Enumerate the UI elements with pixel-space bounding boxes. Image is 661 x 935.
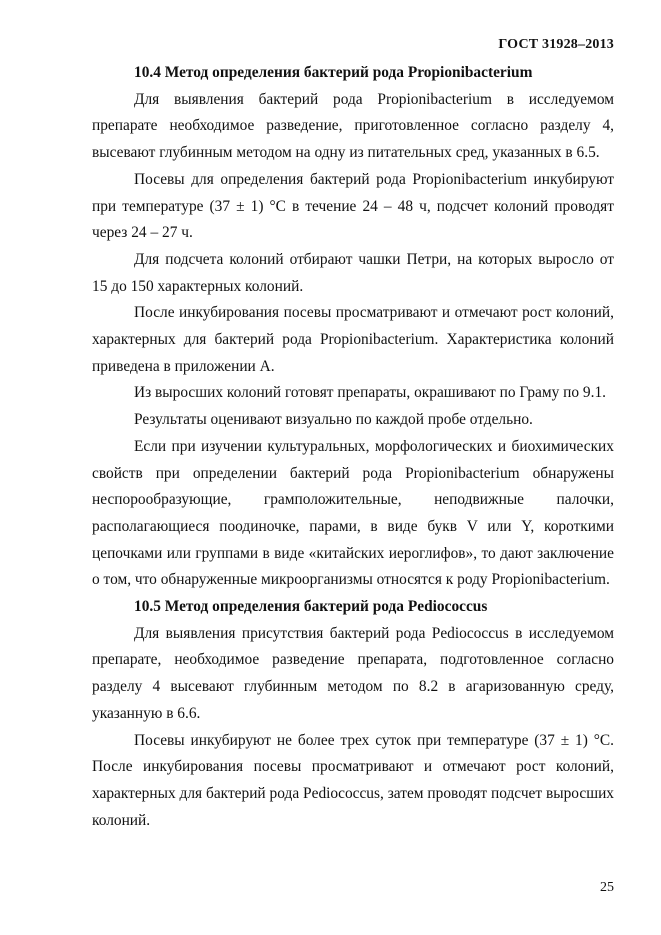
document-code: ГОСТ 31928–2013 [498, 37, 614, 52]
paragraph: Для выявления присутствия бактерий рода Pediococcus в исследуемом препарате, необходимое разведение препарата, подготовленное согласно разделу 4 высевают глубинным методом по 8.2 в агаризованную среду, указанную в 6.6. [92, 624, 614, 722]
page-number: 25 [600, 880, 614, 895]
section-heading-10-4: 10.4 Метод определения бактерий рода Propionibacterium [134, 64, 533, 81]
paragraph: Посевы для определения бактерий рода Propionibacterium инкубируют при температуре (37 ± 1) °С в течение 24 – 48 ч, подсчет колоний проводят через 24 – 27 ч. [92, 170, 614, 242]
paragraph: Для подсчета колоний отбирают чашки Петри, на которых выросло от 15 до 150 характерных колоний. [92, 250, 614, 295]
paragraph: После инкубирования посевы просматривают и отмечают рост колоний, характерных для бактерий рода Propionibacterium. Характеристика колоний приведена в приложении А. [92, 304, 614, 375]
section-heading-10-5: 10.5 Метод определения бактерий рода Pediococcus [134, 598, 488, 616]
paragraph: Для выявления бактерий рода Propionibacterium в исследуемом препарате необходимое разведение, приготовленное согласно разделу 4, высевают глубинным методом на одну из питательных сред, указанных в 6.5. [92, 90, 614, 162]
paragraph: Посевы инкубируют не более трех суток при температуре (37 ± 1) °С. После инкубирования посевы просматривают и отмечают рост колоний, характерных для бактерий рода Pediococcus, затем проводят подсчет выросших колоний. [92, 731, 614, 829]
paragraph: Результаты оценивают визуально по каждой пробе отдельно. [134, 411, 533, 429]
page-content [92, 60, 614, 834]
paragraph: Если при изучении культуральных, морфологических и биохимических свойств при определении бактерий рода Propionibacterium обнаружены неспорообразующие, грамположительные, неподвижные палочки, располагающиеся поодиночке, парами, в виде букв V или Y, короткими цепочками или группами в виде «китайских иероглифов», то дают заключение о том, что обнаруженные микроорганизмы относятся к роду Propionibacterium. [92, 437, 614, 589]
paragraph: Из выросших колоний готовят препараты, окрашивают по Граму по 9.1. [134, 384, 607, 402]
